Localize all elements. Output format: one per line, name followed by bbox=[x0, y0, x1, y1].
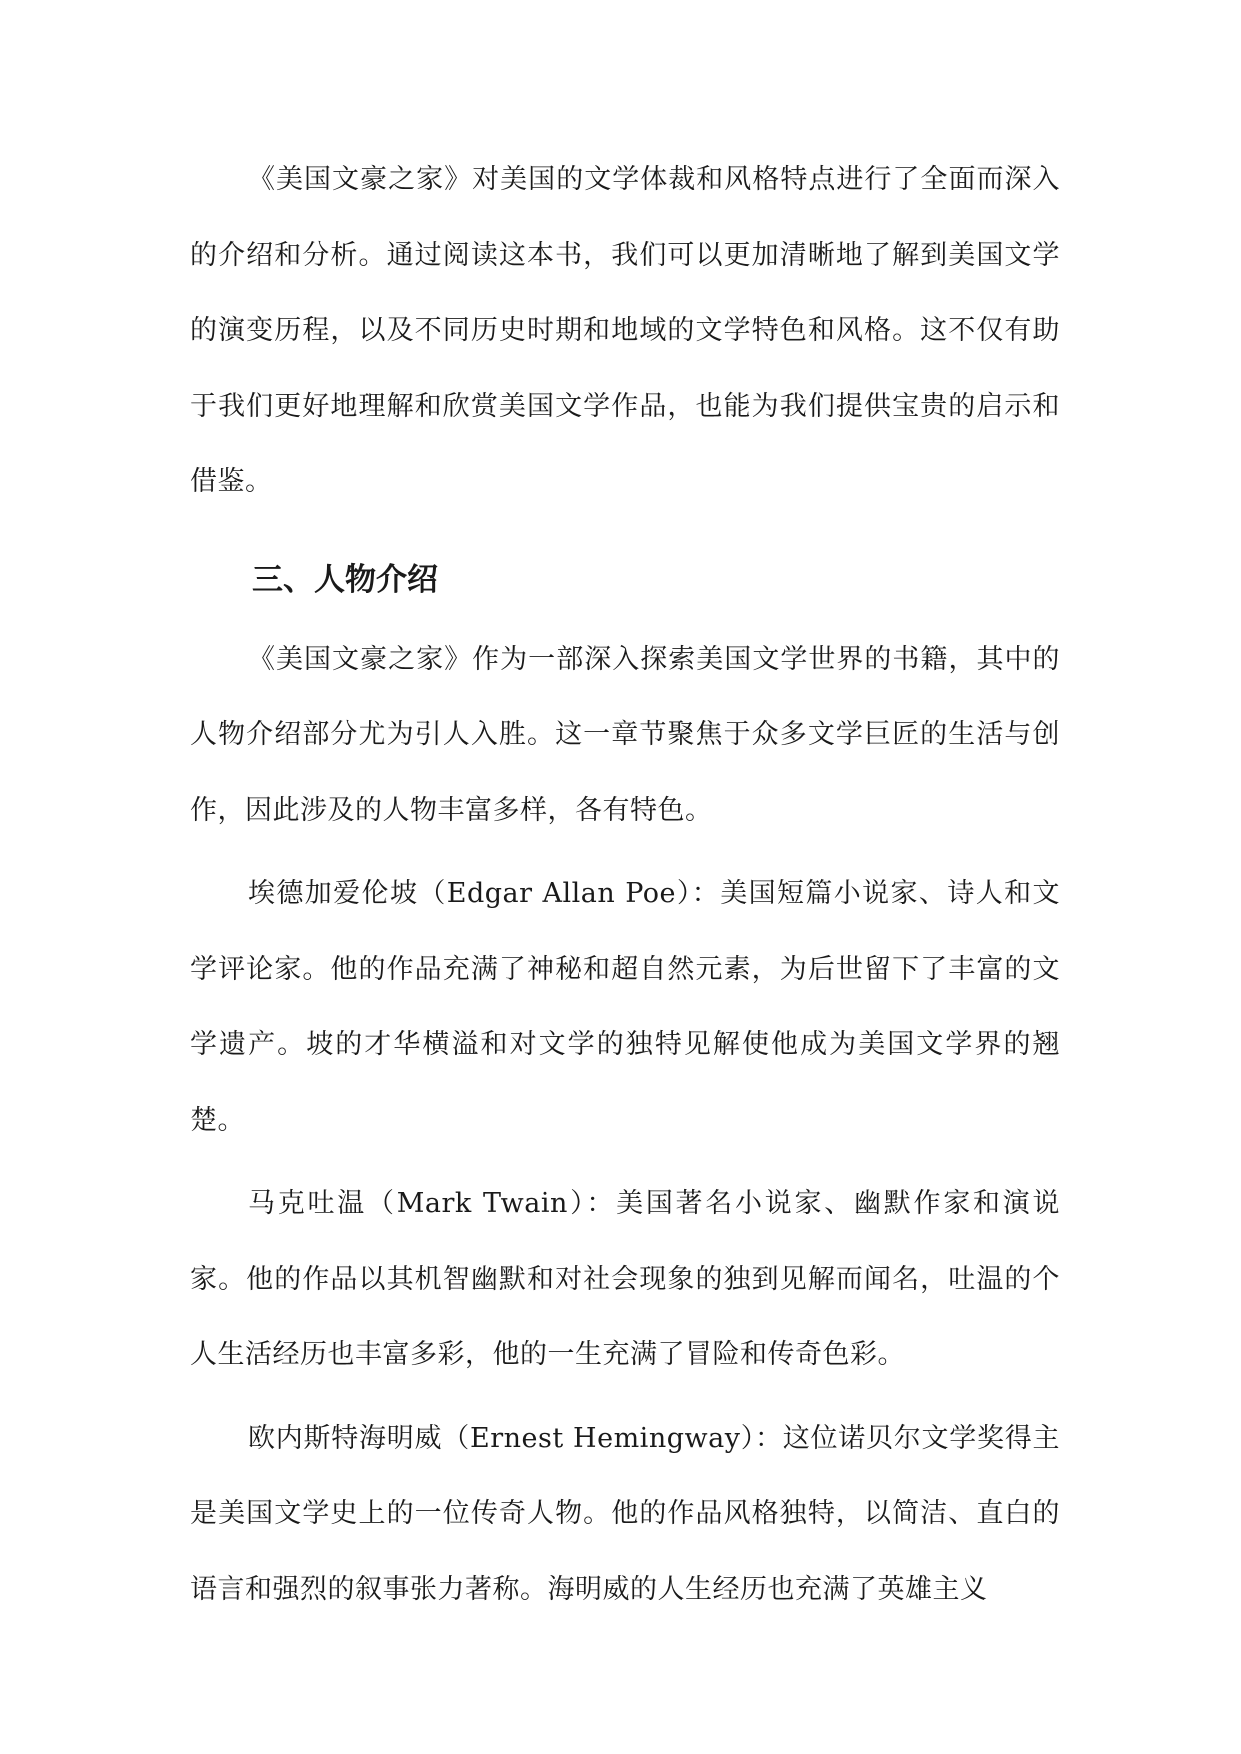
section-heading-characters: 三、人物介绍 bbox=[252, 561, 438, 598]
paragraph-ernest-hemingway: 欧内斯特海明威（Ernest Hemingway）：这位诺贝尔文学奖得主是美国文学史上的一位传奇人物。他的作品风格独特，以简洁、直白的语言和强烈的叙事张力著称。海明威的人生经历也充满了英雄主义 bbox=[190, 1422, 1060, 1605]
paragraph-mark-twain: 马克吐温（Mark Twain）：美国著名小说家、幽默作家和演说家。他的作品以其机智幽默和对社会现象的独到见解而闻名，吐温的个人生活经历也丰富多彩，他的一生充满了冒险和传奇色彩。 bbox=[190, 1188, 1060, 1370]
document-body bbox=[190, 142, 1060, 1635]
paragraph-characters-intro: 《美国文豪之家》作为一部深入探索美国文学世界的书籍，其中的人物介绍部分尤为引人入胜。这一章节聚焦于众多文学巨匠的生活与创作，因此涉及的人物丰富多样，各有特色。 bbox=[190, 643, 1060, 826]
paragraph-genre-summary: 《美国文豪之家》对美国的文学体裁和风格特点进行了全面而深入的介绍和分析。通过阅读这本书，我们可以更加清晰地了解到美国文学的演变历程，以及不同历史时期和地域的文学特色和风格。这不仅有助于我们更好地理解和欣赏美国文学作品，也能为我们提供宝贵的启示和借鉴。 bbox=[190, 164, 1060, 497]
paragraph-edgar-allan-poe: 埃德加爱伦坡（Edgar Allan Poe）：美国短篇小说家、诗人和文学评论家。他的作品充满了神秘和超自然元素，为后世留下了丰富的文学遗产。坡的才华横溢和对文学的独特见解使他成为美国文学界的翘楚。 bbox=[190, 878, 1060, 1136]
